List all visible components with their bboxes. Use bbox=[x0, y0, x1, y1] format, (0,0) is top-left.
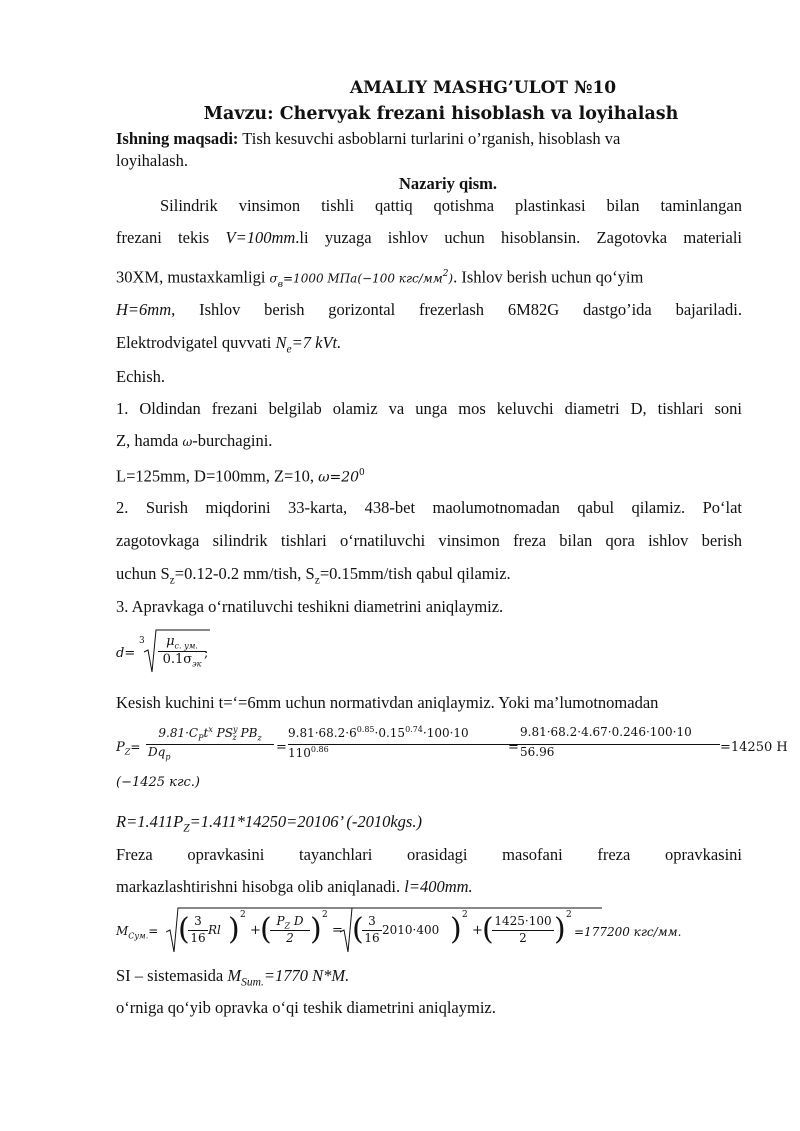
den-sub: эк bbox=[192, 659, 202, 669]
step1-line-1: 1. Oldindan frezani belgilab olamiz va unga mos keluvchi diametri D, tishlari soni bbox=[116, 399, 742, 418]
step1-text: Z, hamda bbox=[116, 431, 183, 450]
m-frac-d: 1425·100 2 bbox=[492, 914, 554, 947]
sigma-sub: в bbox=[277, 279, 283, 290]
step2-text: uchun S bbox=[116, 564, 170, 583]
pz-kgs: (−1425 кгс.) bbox=[116, 775, 200, 790]
omega-value: ω=20 bbox=[318, 469, 360, 486]
mu-symbol: μ bbox=[166, 634, 175, 649]
si-m: M bbox=[227, 966, 242, 985]
step1-line-2 bbox=[116, 431, 742, 452]
freza-line-1: Freza opravkasini tayanchlari orasidagi masofani freza opravkasini bbox=[116, 845, 742, 864]
m-frac-a: 3 16 bbox=[188, 914, 208, 947]
pz-frac-3: 9.81·68.2·4.67·0.246·100·10 56.96 bbox=[520, 725, 720, 765]
power-sub: e bbox=[286, 343, 292, 356]
m-frac-b: $P_Z$ D 2 bbox=[270, 914, 310, 947]
m-c-tail: 2010·400 bbox=[382, 923, 440, 937]
si-sub: Sum. bbox=[241, 976, 264, 989]
step2-line-3 bbox=[116, 564, 742, 590]
m-a-tail: Rl bbox=[208, 923, 221, 937]
step2-text: =0.12-0.2 mm/tish, S bbox=[174, 564, 315, 583]
page-title: AMALIY MASHG’ULOT №10 bbox=[349, 78, 617, 98]
step2-sub: z bbox=[314, 574, 320, 587]
velocity-value: V=100mm bbox=[225, 228, 296, 247]
r-line: $R=1.411P_Z=1.411*14250=20106$’ (-2010kgs.) bbox=[116, 812, 422, 835]
last-line: o‘rniga qo‘yib opravka o‘qi teshik diametrini aniqlaymiz. bbox=[116, 998, 496, 1017]
step1-line-3 bbox=[116, 463, 742, 488]
para1-line-3 bbox=[116, 264, 742, 295]
pz-result: =14250 Н bbox=[720, 740, 788, 755]
si-line bbox=[116, 966, 742, 992]
step2-text: =0.15mm/tish qabul qilamiz. bbox=[319, 564, 511, 583]
step3-line-1: 3. Apravkaga o‘rnatiluvchi teshikni diametrini aniqlaymiz. bbox=[116, 597, 504, 616]
m-sq: 2 bbox=[566, 910, 572, 920]
den-value: 0.1σ bbox=[162, 652, 193, 667]
omega-symbol: ω bbox=[182, 435, 193, 449]
power-value: =7 kVt. bbox=[291, 333, 342, 352]
para1-text: .li yuzaga ishlov uchun hisoblansin. Zagotovka materiali bbox=[295, 228, 742, 247]
length-value: l=400mm. bbox=[404, 877, 473, 896]
goal-label: Ishning maqsadi: bbox=[116, 129, 239, 148]
si-value: =1770 N*M. bbox=[263, 966, 350, 985]
m-lhs: $M_{Сум.}=$ bbox=[116, 924, 159, 941]
kesish-line: Kesish kuchini t=‘=6mm uchun normativdan aniqlaymiz. Yoki ma’lumotnomadan bbox=[116, 693, 659, 712]
formula-m: $M_{Сум.}=$ ( 3 16 Rl ) 2 + ( $P_Z$ D 2 ) 2 = ( 3 16 2010·400 ) 2 + ( 1425·100 2 ) 2 =177200 кгс/мм. bbox=[116, 906, 736, 956]
step1-text: -burchagini. bbox=[192, 431, 273, 450]
strength-kgs: (−100 кгс/мм bbox=[357, 271, 443, 286]
m-sq: 2 bbox=[240, 910, 246, 920]
formula-d-tail: ; bbox=[204, 646, 209, 661]
para1-line-4 bbox=[116, 300, 742, 320]
para1-text: . Ishlov berish uchun qo‘yim bbox=[453, 267, 644, 287]
si-text: SI – sistemasida bbox=[116, 966, 228, 985]
solution-label: Echish. bbox=[116, 367, 166, 386]
pz-eq-2: = bbox=[508, 740, 519, 755]
step2-line-2: zagotovkaga silindrik tishlari o‘rnatiluvchi vinsimon freza bilan qora ishlov berish bbox=[116, 531, 742, 550]
step1-params: L=125mm, D=100mm, Z=10, bbox=[116, 466, 319, 486]
para1-text: Elektrodvigatel quvvati bbox=[116, 333, 276, 352]
para1-text: 30XM, mustaxkamligi bbox=[116, 267, 270, 287]
degree-sup: 0 bbox=[359, 468, 365, 478]
m-result: =177200 кгс/мм. bbox=[574, 925, 682, 939]
page-subtitle: Mavzu: Chervyak frezani hisoblash va loyihalash bbox=[203, 104, 679, 124]
para1-text: , Ishlov berish gorizontal frezerlash 6M82G dastgo’ida bajariladi. bbox=[171, 300, 742, 319]
pz-frac-2: $9.81\cdot 68.2\cdot 6^{0.85}\cdot 0.15^{0.74}\cdot 100\cdot 10$ $110^{0.86}$ bbox=[288, 725, 524, 765]
formula-pz bbox=[116, 722, 796, 774]
strength-value: =1000 МПа bbox=[283, 271, 358, 286]
m-sq: 2 bbox=[462, 910, 468, 920]
mu-sub: с. ум. bbox=[174, 641, 198, 651]
freza-text: markazlashtirishni hisobga olib aniqlanadi. bbox=[116, 877, 405, 896]
power-symbol: N bbox=[275, 333, 287, 352]
goal-line-2: loyihalash. bbox=[116, 151, 188, 170]
strength-sup: 2 bbox=[442, 269, 449, 279]
freza-line-2 bbox=[116, 877, 742, 897]
para1-text: frezani tekis bbox=[116, 228, 226, 247]
step2-sub: z bbox=[169, 574, 175, 587]
para1-line-2 bbox=[116, 228, 742, 248]
step2-line-1: 2. Surish miqdorini 33-karta, 438-bet maolumotnomadan qabul qilamiz. Po‘lat bbox=[116, 498, 742, 517]
m-sq: 2 bbox=[322, 910, 328, 920]
pz-frac-1: $9.81\cdot C_Pt^x$ $PS^y_z$ $PB_z$ $Dq_p$ bbox=[146, 725, 274, 765]
goal-line-1 bbox=[116, 129, 742, 149]
formula-d-lhs: d= bbox=[116, 646, 136, 661]
formula-d-frac bbox=[158, 634, 209, 670]
pz-eq-1: = bbox=[276, 740, 287, 755]
sigma-symbol: σ bbox=[269, 271, 278, 286]
strength-close: ) bbox=[448, 271, 454, 286]
root-index: 3 bbox=[139, 636, 145, 646]
pz-lhs: $P_Z=$ bbox=[116, 740, 141, 757]
para1-line-5 bbox=[116, 333, 742, 359]
para1-line-1: Silindrik vinsimon tishli qattiq qotishma plastinkasi bilan taminlangan bbox=[160, 196, 742, 215]
section-heading: Nazariy qism. bbox=[398, 174, 498, 193]
goal-text-1: Tish kesuvchi asboblarni turlarini o’rganish, hisoblash va bbox=[238, 129, 621, 148]
m-frac-c: 3 16 bbox=[362, 914, 382, 947]
allowance-value: H=6mm bbox=[116, 300, 172, 319]
